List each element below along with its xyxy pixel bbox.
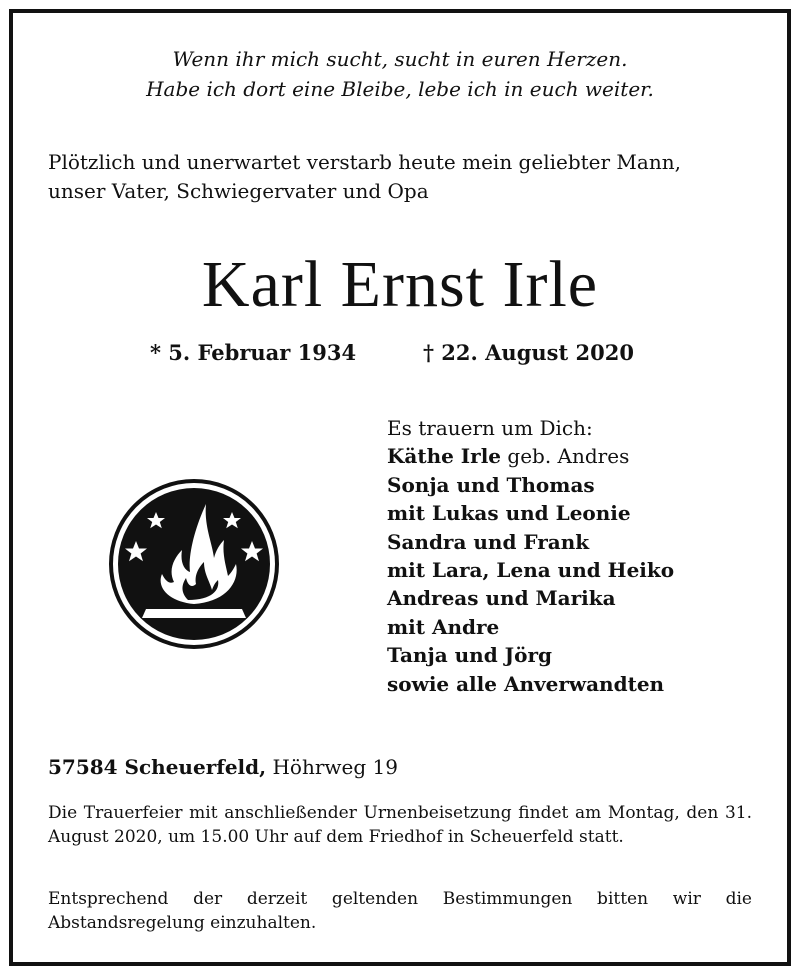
quote-line-1: Wenn ihr mich sucht, sucht in euren Herzen. (172, 47, 628, 71)
mourner-line-6: mit Andre (387, 614, 500, 639)
mourner-line-1: Sonja und Thomas (387, 472, 595, 497)
mourner-line-4: mit Lara, Lena und Heiko (387, 558, 675, 583)
eternal-flame-emblem-icon (108, 478, 280, 650)
mourner-line-3: Sandra und Frank (387, 529, 590, 554)
address-city: 57584 Scheuerfeld, (48, 755, 267, 779)
intro-text (48, 148, 681, 206)
mourner-line-7: Tanja und Jörg (387, 643, 552, 668)
mourner-first-name: Käthe Irle (387, 444, 502, 469)
mourner-line-0 (387, 442, 674, 470)
mourner-first-name-suffix: geb. Andres (501, 444, 630, 469)
death-date: † 22. August 2020 (423, 340, 634, 365)
funeral-notice: Die Trauerfeier mit anschließender Urnenbeisetzung findet am Montag, den 31. August 2020, um 15.00 Uhr auf dem Friedhof in Scheuerfeld statt. (48, 803, 752, 847)
quote-line-2: Habe ich dort eine Bleibe, lebe ich in euch weiter. (146, 77, 654, 101)
distance-notice: Entsprechend der derzeit geltenden Bestimmungen bitten wir die Abstandsregelung einzuhalten. (48, 889, 752, 933)
address-street: Höhrweg 19 (266, 755, 398, 779)
mourners-list (387, 414, 674, 698)
memorial-quote (0, 44, 800, 104)
intro-line-2: unser Vater, Schwiegervater und Opa (48, 179, 429, 203)
deceased-name: Karl Ernst Irle (201, 248, 599, 321)
mourner-line-2: mit Lukas und Leonie (387, 501, 631, 526)
mourner-line-8: sowie alle Anverwandten (387, 671, 665, 696)
birth-date: * 5. Februar 1934 (150, 340, 357, 365)
intro-line-1: Plötzlich und unerwartet verstarb heute mein geliebter Mann, (48, 150, 681, 174)
mourners-heading: Es trauern um Dich: (387, 416, 593, 440)
address (48, 752, 398, 782)
mourner-line-5: Andreas und Marika (387, 586, 616, 611)
